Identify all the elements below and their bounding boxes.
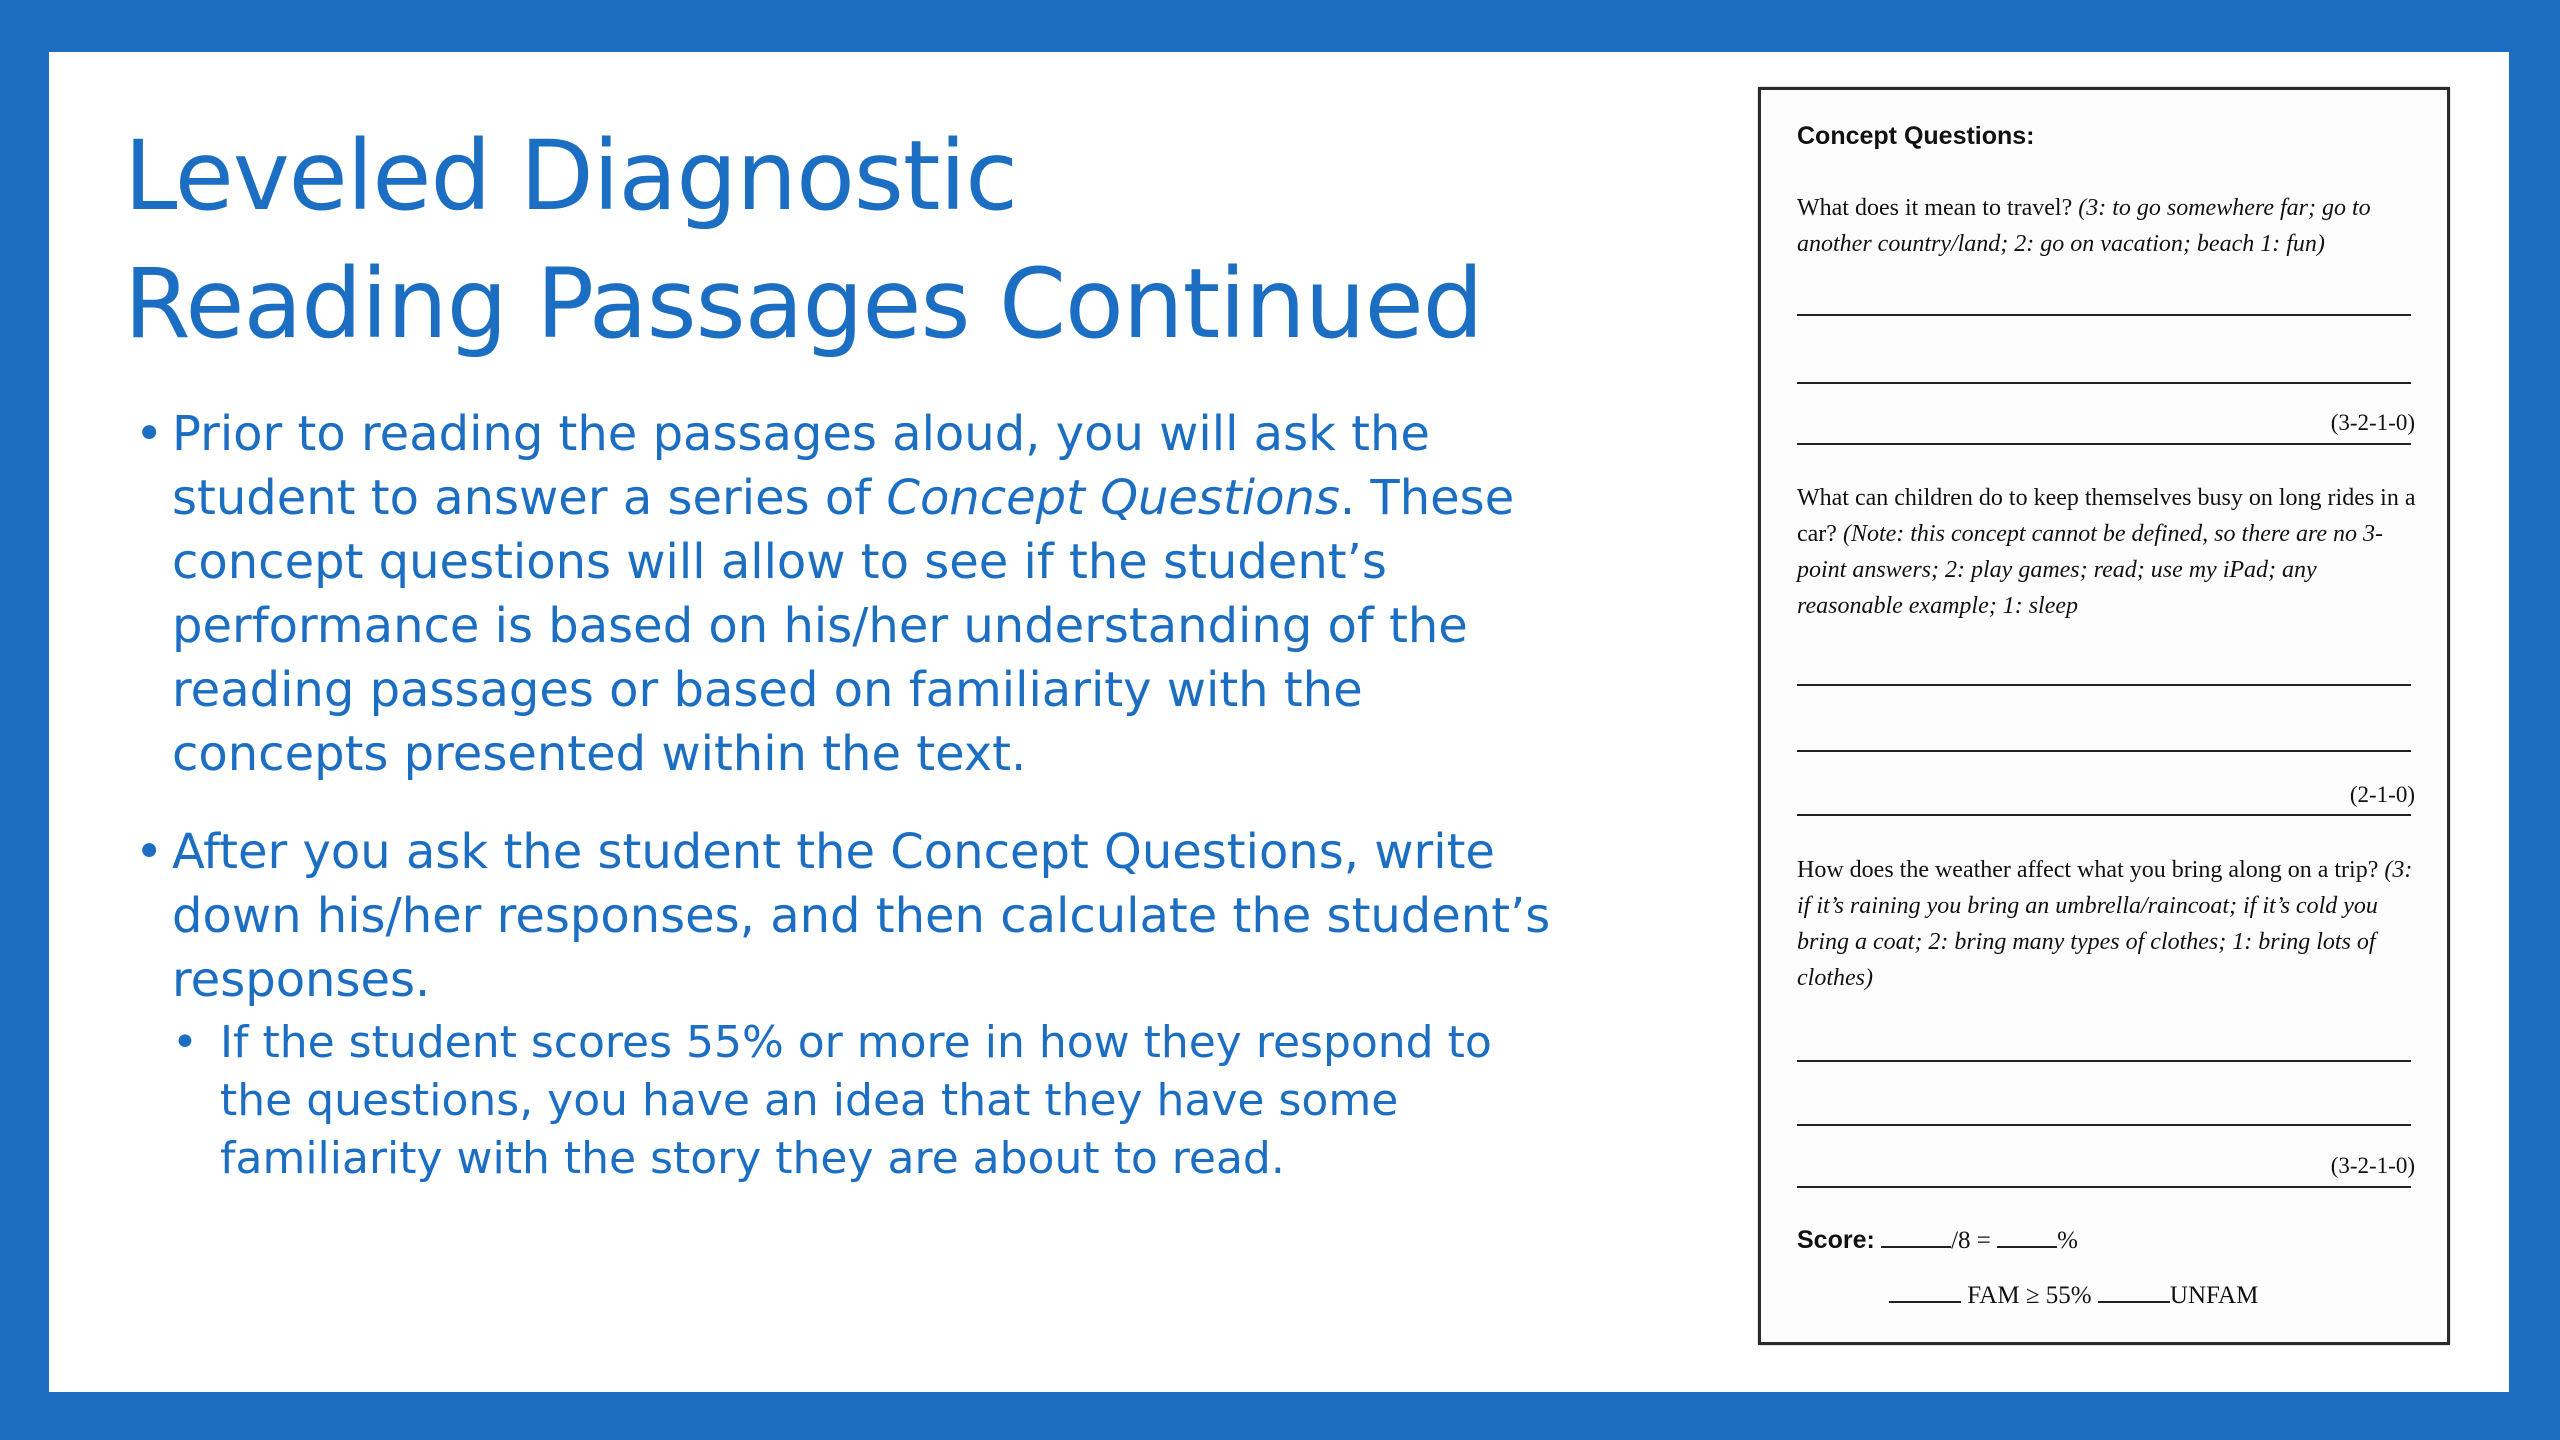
title-line-1: Leveled Diagnostic [124,120,1017,232]
question-1-note: (3: to go somewhere far; go to another country/land; 2: go on vacation; beach 1: fun) [1797,195,2371,257]
form-heading: Concept Questions: [1797,122,2035,150]
question-2-points: (2-1-0) [2349,782,2415,807]
question-1-text: What does it mean to travel? [1797,195,2079,221]
title-line-2: Reading Passages Continued [124,248,1483,360]
answer-line [1797,684,2411,686]
bullet-marker: • [135,824,164,880]
answer-line [1797,382,2411,384]
percent-blank [1997,1242,2057,1248]
question-2-note: (Note: this concept cannot be defined, so there are no 3-point answers; 2: play games; read; use my iPad; any reasonable example; 1: sleep [1797,521,2384,619]
question-3-note: (3: if it’s raining you bring an umbrella/raincoat; if it’s cold you bring a coat; 2: bring many types of clothes; 1: bring lots of clothes) [1797,857,2413,991]
bullet-1-text-a: Prior to reading the passages aloud, you will ask the student to answer a series of [172,406,1430,526]
unfam-label: UNFAM [2169,1282,2259,1309]
bullet-concept-questions [135,402,1565,786]
answer-line [1797,814,2411,816]
subbullet-text: If the student scores 55% or more in how they respond to the questions, you have an idea that they have some familiarity with the story they are about to read. [220,1017,1492,1184]
question-3 [1797,852,2417,996]
slide [49,52,2509,1392]
familiarity-row [1889,1282,2258,1310]
subbullet-score [172,1014,1565,1188]
answer-line [1797,1124,2411,1126]
question-1-points: (3-2-1-0) [2330,410,2415,435]
score-label: Score: [1797,1226,1875,1254]
answer-line [1797,314,2411,316]
question-2-text: What can children do to keep themselves busy on long rides in a car? [1797,485,2416,547]
unfam-blank [2098,1297,2170,1303]
bullet-2-text: After you ask the student the Concept Questions, write down his/her responses, and then calculate the student’s responses. [172,824,1551,1008]
answer-line [1797,1060,2411,1062]
concept-questions-form [1758,87,2450,1345]
bullet-calculate [135,820,1565,1012]
score-row [1797,1226,2078,1255]
question-3-points: (3-2-1-0) [2330,1153,2415,1178]
question-3-text: How does the weather affect what you bring along on a trip? [1797,857,2385,883]
bullet-list [135,402,1565,1188]
score-percent: % [2057,1227,2078,1254]
answer-line [1797,750,2411,752]
answer-line [1797,1186,2411,1188]
question-2 [1797,480,2417,624]
bullet-1-italic: Concept Questions [886,470,1340,526]
slide-title [124,112,1624,368]
bullet-1-text-b: . These concept questions will allow to see if the student’s performance is based on his/her understanding of the reading passages or based on familiarity with the concepts presented within the text. [172,470,1515,782]
answer-line [1797,443,2411,445]
question-1 [1797,190,2417,262]
bullet-marker: • [135,406,164,462]
fam-label: FAM ≥ 55% [1967,1282,2092,1309]
score-of: /8 = [1951,1227,1991,1254]
fam-blank [1889,1297,1961,1303]
score-blank [1881,1242,1951,1248]
subbullet-marker: • [172,1017,198,1068]
